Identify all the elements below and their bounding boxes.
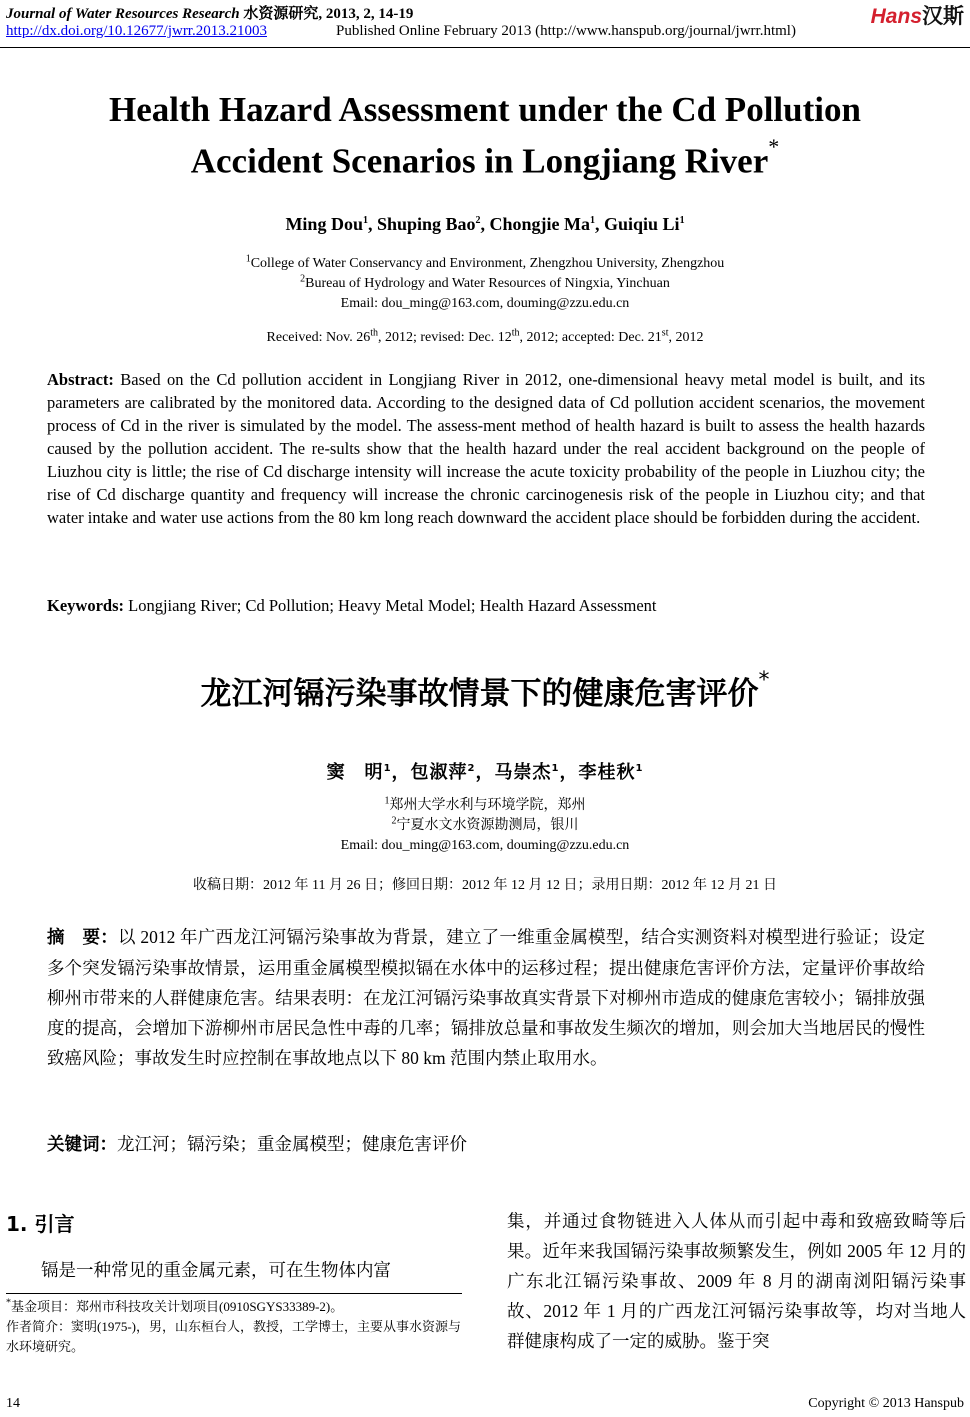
abstract-cn-label: 摘 要： — [47, 928, 118, 948]
author-cn: 马崇杰 — [494, 762, 552, 783]
affiliation-sup: 1 — [384, 795, 390, 807]
abstract-label: Abstract: — [47, 370, 114, 389]
affiliation-sup: 2 — [300, 273, 306, 285]
footnote-rule — [6, 1293, 462, 1294]
received-dates-cn: 收稿日期：2012 年 11 月 26 日；修回日期：2012 年 12 月 12 日；录用日期：2012 年 12 月 21 日 — [193, 878, 777, 893]
abstract-cn-text: 以 2012 年广西龙江河镉污染事故为背景，建立了一维重金属模型，结合实测资料对模型进行验证；设定多个突发镉污染事故情景，运用重金属模型模拟镉在水体中的运移过程；提出健康危害评价方法，定量评价事故给柳州市带来的人群健康危害。结果表明：在龙江河镉污染事故真实背景下对柳州市造成的健康危害较小；镉排放强度的提高，会增加下游柳州市居民急性中毒的几率；镉排放总量和事故发生频次的增加，则会加大当地居民的慢性致癌风险；事故发生时应控制在事故地点以下 80 km 范围内禁止取用水。 — [47, 927, 926, 1068]
keywords-cn-label: 关键词： — [47, 1135, 117, 1155]
body-right-column: 集，并通过食物链进入人体从而引起中毒和致癌致畸等后果。近年来我国镉污染事故频繁发生，例如 2005 年 12 月的广东北江镉污染事故、2009 年 8 月的湖南浏阳镉污染事故、2012 年 1 月的广西龙江河镉污染事故等，均对当地人群健康构成了一定的威胁。鉴于突 — [507, 1211, 966, 1351]
abstract-text: Based on the Cd pollution accident in Longjiang River in 2012, one-dimensional heavy metal model is built, and its parameters are calibrated by the monitored data. According to the designed data of Cd pollution accident scenarios, the movement process of Cd in the river is simulated by the model. The assess-ment method of health hazard is built to assess the health hazards caused by the pollution accident. The re-sults show that the health hazard under the real accident background on the people of Liuzhou city is little; the rise of Cd discharge intensity will increase the acute toxicity probability of the people in Liuzhou city; the rise of Cd discharge quantity and frequency will increase the chronic carcinogenesis risk of the people in Liuzhou city; and that water intake and water use actions from the 80 km long reach downward the accident place should be forbidden during the accident. — [47, 370, 925, 527]
paper-title-en — [0, 88, 970, 183]
affiliation-cn-2 — [0, 816, 970, 836]
keywords-cn-text: 龙江河；镉污染；重金属模型；健康危害评价 — [117, 1134, 467, 1154]
received-text: Received: Nov. 26 — [266, 330, 371, 345]
author-sep: , — [595, 214, 605, 234]
ordinal-sup: th — [370, 327, 378, 339]
affiliation-en-2 — [0, 274, 970, 294]
author-sep: ， — [559, 762, 579, 783]
title-cn-star: * — [758, 667, 770, 693]
published-online: Published Online February 2013 (http://www.hanspub.org/journal/jwrr.html) — [336, 23, 796, 39]
footnote-author: 作者简介：窦明(1975-)，男，山东桓台人，教授，工学博士，主要从事水资源与水环境研究。 — [6, 1319, 461, 1354]
abstract-en — [47, 368, 925, 529]
received-dates-en — [0, 328, 970, 348]
authors-en — [0, 214, 970, 235]
title-cn-text: 龙江河镉污染事故情景下的健康危害评价 — [200, 676, 759, 712]
logo-cn: 汉斯 — [922, 4, 964, 28]
affiliation-en-1 — [0, 254, 970, 274]
received-text: , 2012 — [668, 330, 704, 345]
abstract-cn — [47, 922, 925, 1073]
author-sep: ， — [475, 762, 495, 783]
author-sep: , — [480, 214, 490, 234]
author-en: Ming Dou — [285, 214, 363, 234]
body-left-column: 镉是一种常见的重金属元素，可在生物体内富 — [41, 1260, 391, 1280]
author-cn-sup: 1 — [551, 763, 560, 774]
logo-hans: Hans — [870, 5, 922, 28]
keywords-en — [47, 596, 925, 616]
author-en-sup: 1 — [679, 215, 685, 226]
header-rule — [0, 47, 970, 48]
author-cn-sup: 2 — [467, 763, 476, 774]
author-cn: 包淑萍 — [410, 762, 468, 783]
affiliation-cn-1 — [0, 796, 970, 816]
footnote-fund — [6, 1297, 462, 1317]
section-heading: 1. 引言 — [6, 1212, 75, 1236]
author-en-sup: 2 — [475, 215, 481, 226]
author-en-sup: 1 — [362, 215, 368, 226]
received-text: , 2012; revised: Dec. 12 — [377, 330, 512, 345]
paper-title-cn — [0, 668, 970, 713]
keywords-text: Longjiang River; Cd Pollution; Heavy Metal Model; Health Hazard Assessment — [124, 596, 657, 615]
title-en-line2 — [0, 131, 970, 183]
author-en-sup: 1 — [590, 215, 596, 226]
journal-name-cn: 水资源研究, 2013, 2, 14-19 — [243, 6, 414, 22]
author-en: Shuping Bao — [376, 214, 476, 234]
hanspub-logo — [871, 0, 964, 30]
author-cn-sup: 1 — [383, 763, 392, 774]
affiliation-sup: 1 — [245, 253, 251, 265]
email-cn: Email: dou_ming@163.com, douming@zzu.edu.cn — [340, 838, 630, 853]
title-en-star: * — [768, 134, 780, 159]
affiliation-text: 宁夏水文水资源勘测局，银川 — [396, 818, 579, 833]
ordinal-sup: th — [511, 327, 520, 339]
copyright: Copyright © 2013 Hanspub — [808, 1396, 964, 1411]
keywords-cn — [47, 1131, 925, 1156]
authors-cn — [0, 758, 970, 784]
journal-name-en: Journal of Water Resources Research — [6, 6, 240, 22]
author-sep: ， — [391, 762, 411, 783]
affiliations-cn — [0, 796, 970, 856]
affiliation-text: 郑州大学水利与环境学院，郑州 — [389, 798, 586, 813]
title-en-line2-text: Accident Scenarios in Longjiang River — [190, 141, 769, 181]
author-en: Chongjie Ma — [489, 214, 591, 234]
journal-header — [6, 2, 413, 23]
author-cn: 李桂秋 — [578, 762, 636, 783]
ordinal-sup: st — [661, 327, 669, 339]
title-en-line1: Health Hazard Assessment under the Cd Pollution — [109, 90, 861, 129]
author-cn: 窦 明 — [326, 762, 384, 783]
page-number: 14 — [6, 1396, 20, 1411]
footnote-fund-text: 基金项目：郑州市科技攻关计划项目(0910SGYS33389-2)。 — [11, 1299, 344, 1314]
footnote-star: * — [6, 1297, 11, 1309]
author-cn-sup: 1 — [635, 763, 644, 774]
footnote — [6, 1297, 462, 1357]
affiliation-text: Bureau of Hydrology and Water Resources of Ningxia, Yinchuan — [305, 276, 670, 291]
author-en: Guiqiu Li — [604, 214, 680, 234]
affiliation-sup: 2 — [391, 815, 397, 827]
author-sep: , — [367, 214, 377, 234]
affiliations-en — [0, 254, 970, 314]
doi-link[interactable]: http://dx.doi.org/10.12677/jwrr.2013.21003 — [6, 23, 267, 39]
received-text: , 2012; accepted: Dec. 21 — [519, 330, 662, 345]
keywords-label: Keywords: — [47, 596, 124, 615]
email-en: Email: dou_ming@163.com, douming@zzu.edu.cn — [340, 296, 630, 311]
affiliation-text: College of Water Conservancy and Environment, Zhengzhou University, Zhengzhou — [250, 256, 725, 271]
